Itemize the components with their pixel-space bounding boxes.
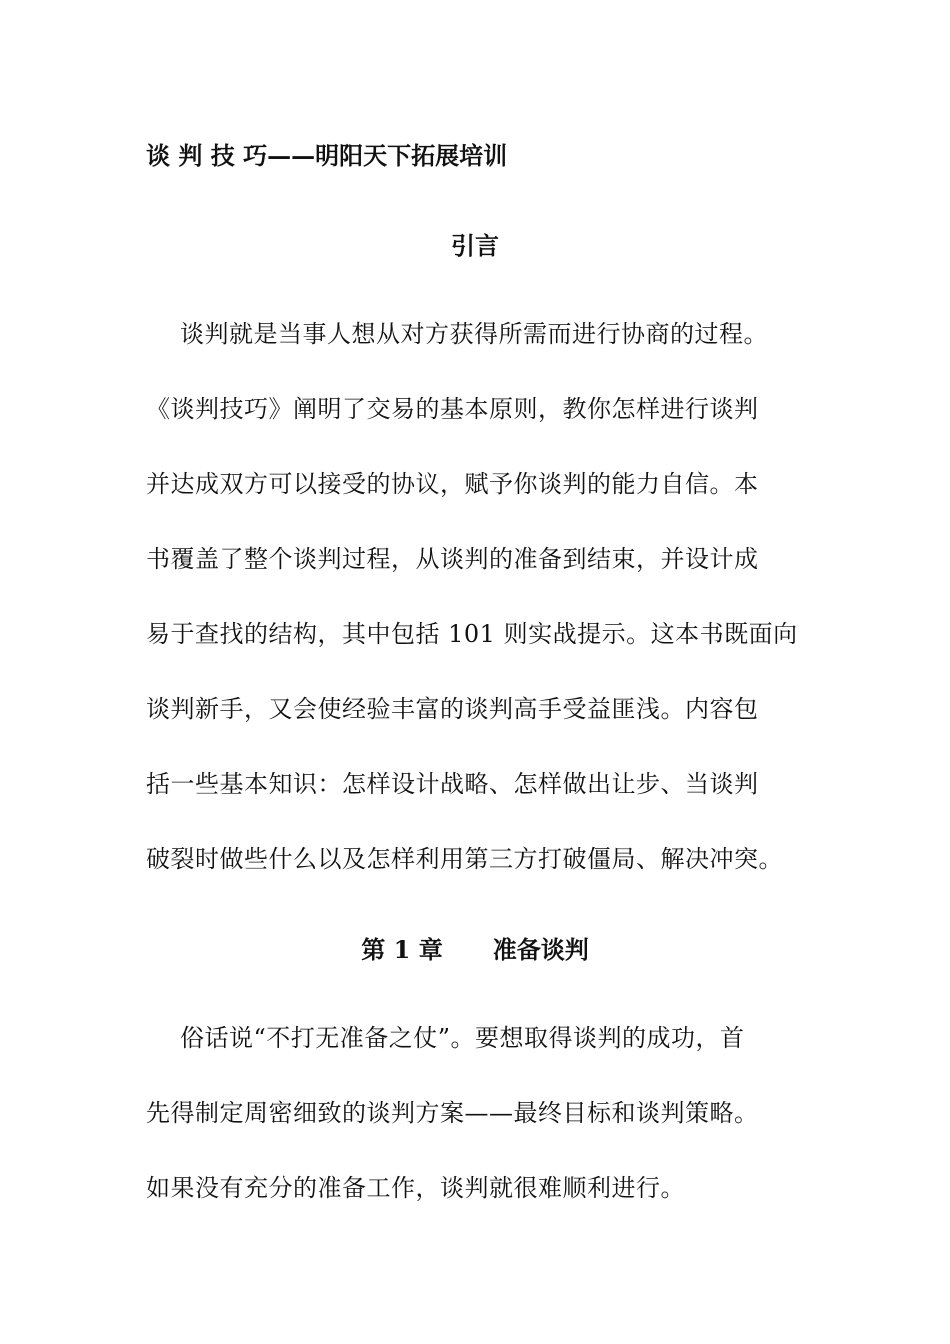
paragraph-line: 书覆盖了整个谈判过程，从谈判的准备到结束，并设计成 bbox=[146, 545, 759, 573]
paragraph-line: 破裂时做些什么以及怎样利用第三方打破僵局、解决冲突。 bbox=[146, 845, 783, 873]
chapter-number: 第 1 章 bbox=[361, 935, 443, 964]
paragraph-line: 谈判就是当事人想从对方获得所需而进行协商的过程。 bbox=[180, 320, 768, 348]
chapter-title: 准备谈判 bbox=[492, 935, 589, 964]
paragraph-line: 先得制定周密细致的谈判方案——最终目标和谈判策略。 bbox=[146, 1099, 759, 1127]
paragraph-line: 括一些基本知识：怎样设计战略、怎样做出让步、当谈判 bbox=[146, 770, 759, 798]
chapter-heading bbox=[0, 930, 950, 965]
paragraph-line: 易于查找的结构，其中包括 101 则实战提示。这本书既面向 bbox=[146, 620, 798, 648]
paragraph-line: 《谈判技巧》阐明了交易的基本原则，教你怎样进行谈判 bbox=[146, 395, 759, 423]
paragraph-line: 并达成双方可以接受的协议，赋予你谈判的能力自信。本 bbox=[146, 470, 759, 498]
paragraph-line: 谈判新手，又会使经验丰富的谈判高手受益匪浅。内容包 bbox=[146, 695, 759, 723]
paragraph-line: 如果没有充分的准备工作，谈判就很难顺利进行。 bbox=[146, 1174, 685, 1202]
intro-heading: 引言 bbox=[451, 231, 499, 260]
document-title: 谈 判 技 巧——明阳天下拓展培训 bbox=[146, 141, 508, 170]
paragraph-line: 俗话说“不打无准备之仗”。要想取得谈判的成功，首 bbox=[180, 1024, 745, 1052]
